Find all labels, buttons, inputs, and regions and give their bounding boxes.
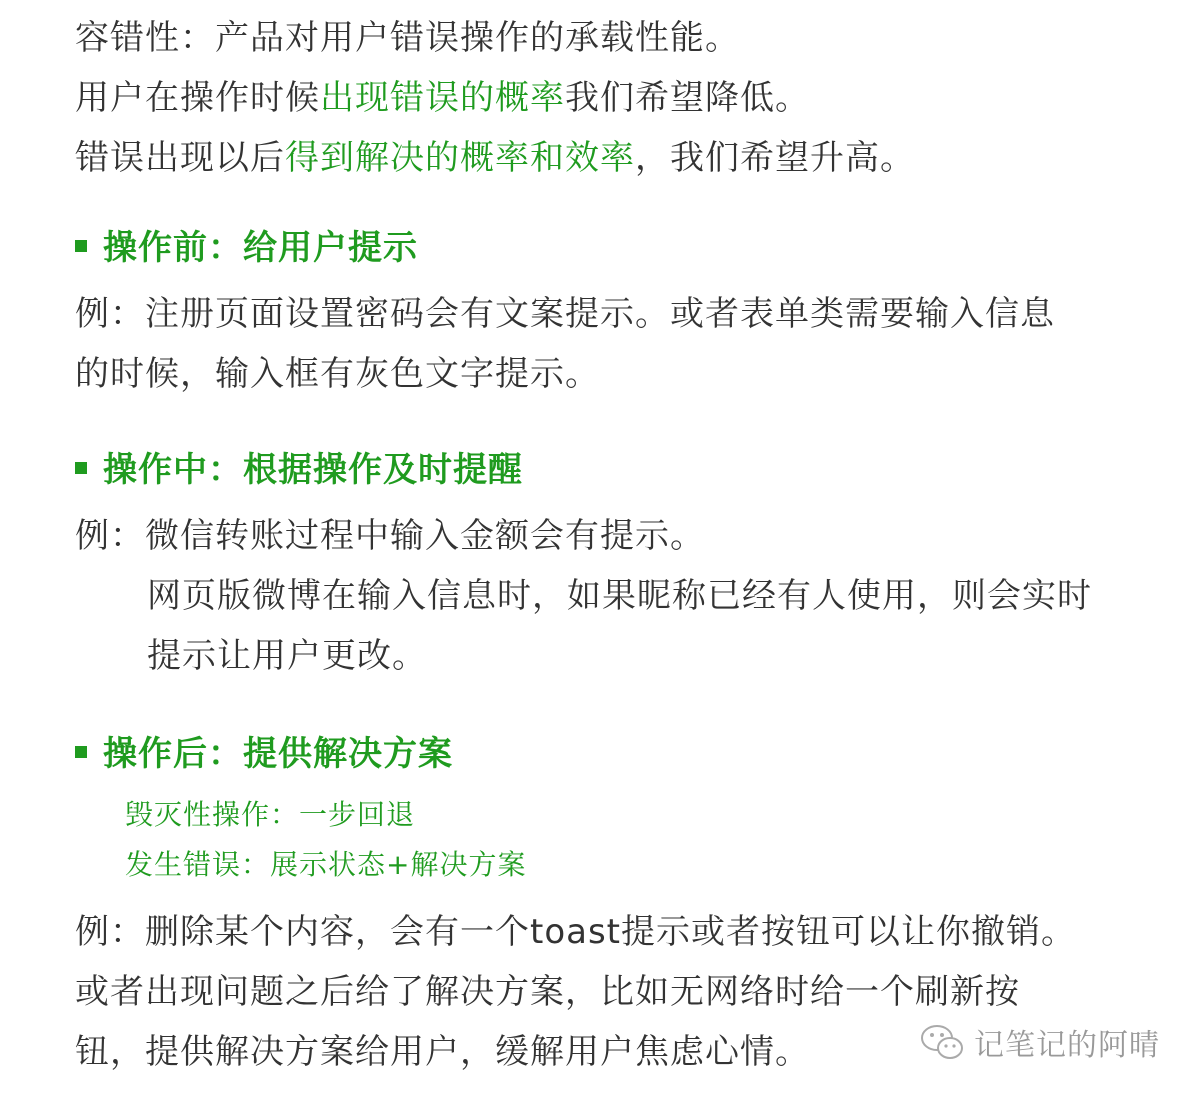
after-line-2: 或者出现问题之后给了解决方案，比如无网络时给一个刷新按	[75, 972, 1020, 1012]
before-line-1: 例：注册页面设置密码会有文案提示。或者表单类需要输入信息	[75, 294, 1055, 334]
section-heading-after-text: 操作后：提供解决方案	[103, 734, 453, 774]
intro-line-2-highlight: 出现错误的概率	[320, 78, 565, 118]
intro-line-2-pre: 用户在操作时候	[75, 78, 320, 118]
square-bullet-icon	[75, 462, 87, 474]
intro-line-3-pre: 错误出现以后	[75, 138, 285, 178]
section-heading-during	[75, 440, 523, 500]
intro-line-3	[75, 128, 915, 188]
section-heading-during-text: 操作中：根据操作及时提醒	[103, 450, 523, 490]
after-line-3: 钮，提供解决方案给用户，缓解用户焦虑心情。	[75, 1032, 810, 1072]
before-line-2: 的时候，输入框有灰色文字提示。	[75, 354, 600, 394]
section-heading-before	[75, 218, 418, 278]
square-bullet-icon	[75, 746, 87, 758]
intro-line-3-post: ，我们希望升高。	[635, 138, 915, 178]
during-line-1: 例：微信转账过程中输入金额会有提示。	[75, 516, 705, 556]
wechat-icon	[920, 1023, 964, 1061]
section-heading-before-text: 操作前：给用户提示	[103, 228, 418, 268]
intro-line-3-highlight: 得到解决的概率和效率	[285, 138, 635, 178]
after-sub-2: 发生错误：展示状态+解决方案	[125, 848, 527, 881]
during-line-3: 提示让用户更改。	[147, 636, 427, 676]
after-line-1: 例：删除某个内容，会有一个toast提示或者按钮可以让你撤销。	[75, 912, 1077, 952]
watermark	[920, 1020, 1160, 1064]
after-sub-1: 毁灭性操作：一步回退	[125, 798, 416, 831]
intro-line-1: 容错性：产品对用户错误操作的承载性能。	[75, 18, 740, 58]
square-bullet-icon	[75, 240, 87, 252]
during-line-2: 网页版微博在输入信息时，如果昵称已经有人使用，则会实时	[147, 576, 1092, 616]
section-heading-after	[75, 724, 453, 784]
intro-line-2-post: 我们希望降低。	[565, 78, 810, 118]
intro-line-2	[75, 68, 810, 128]
watermark-text: 记笔记的阿晴	[974, 1028, 1160, 1063]
